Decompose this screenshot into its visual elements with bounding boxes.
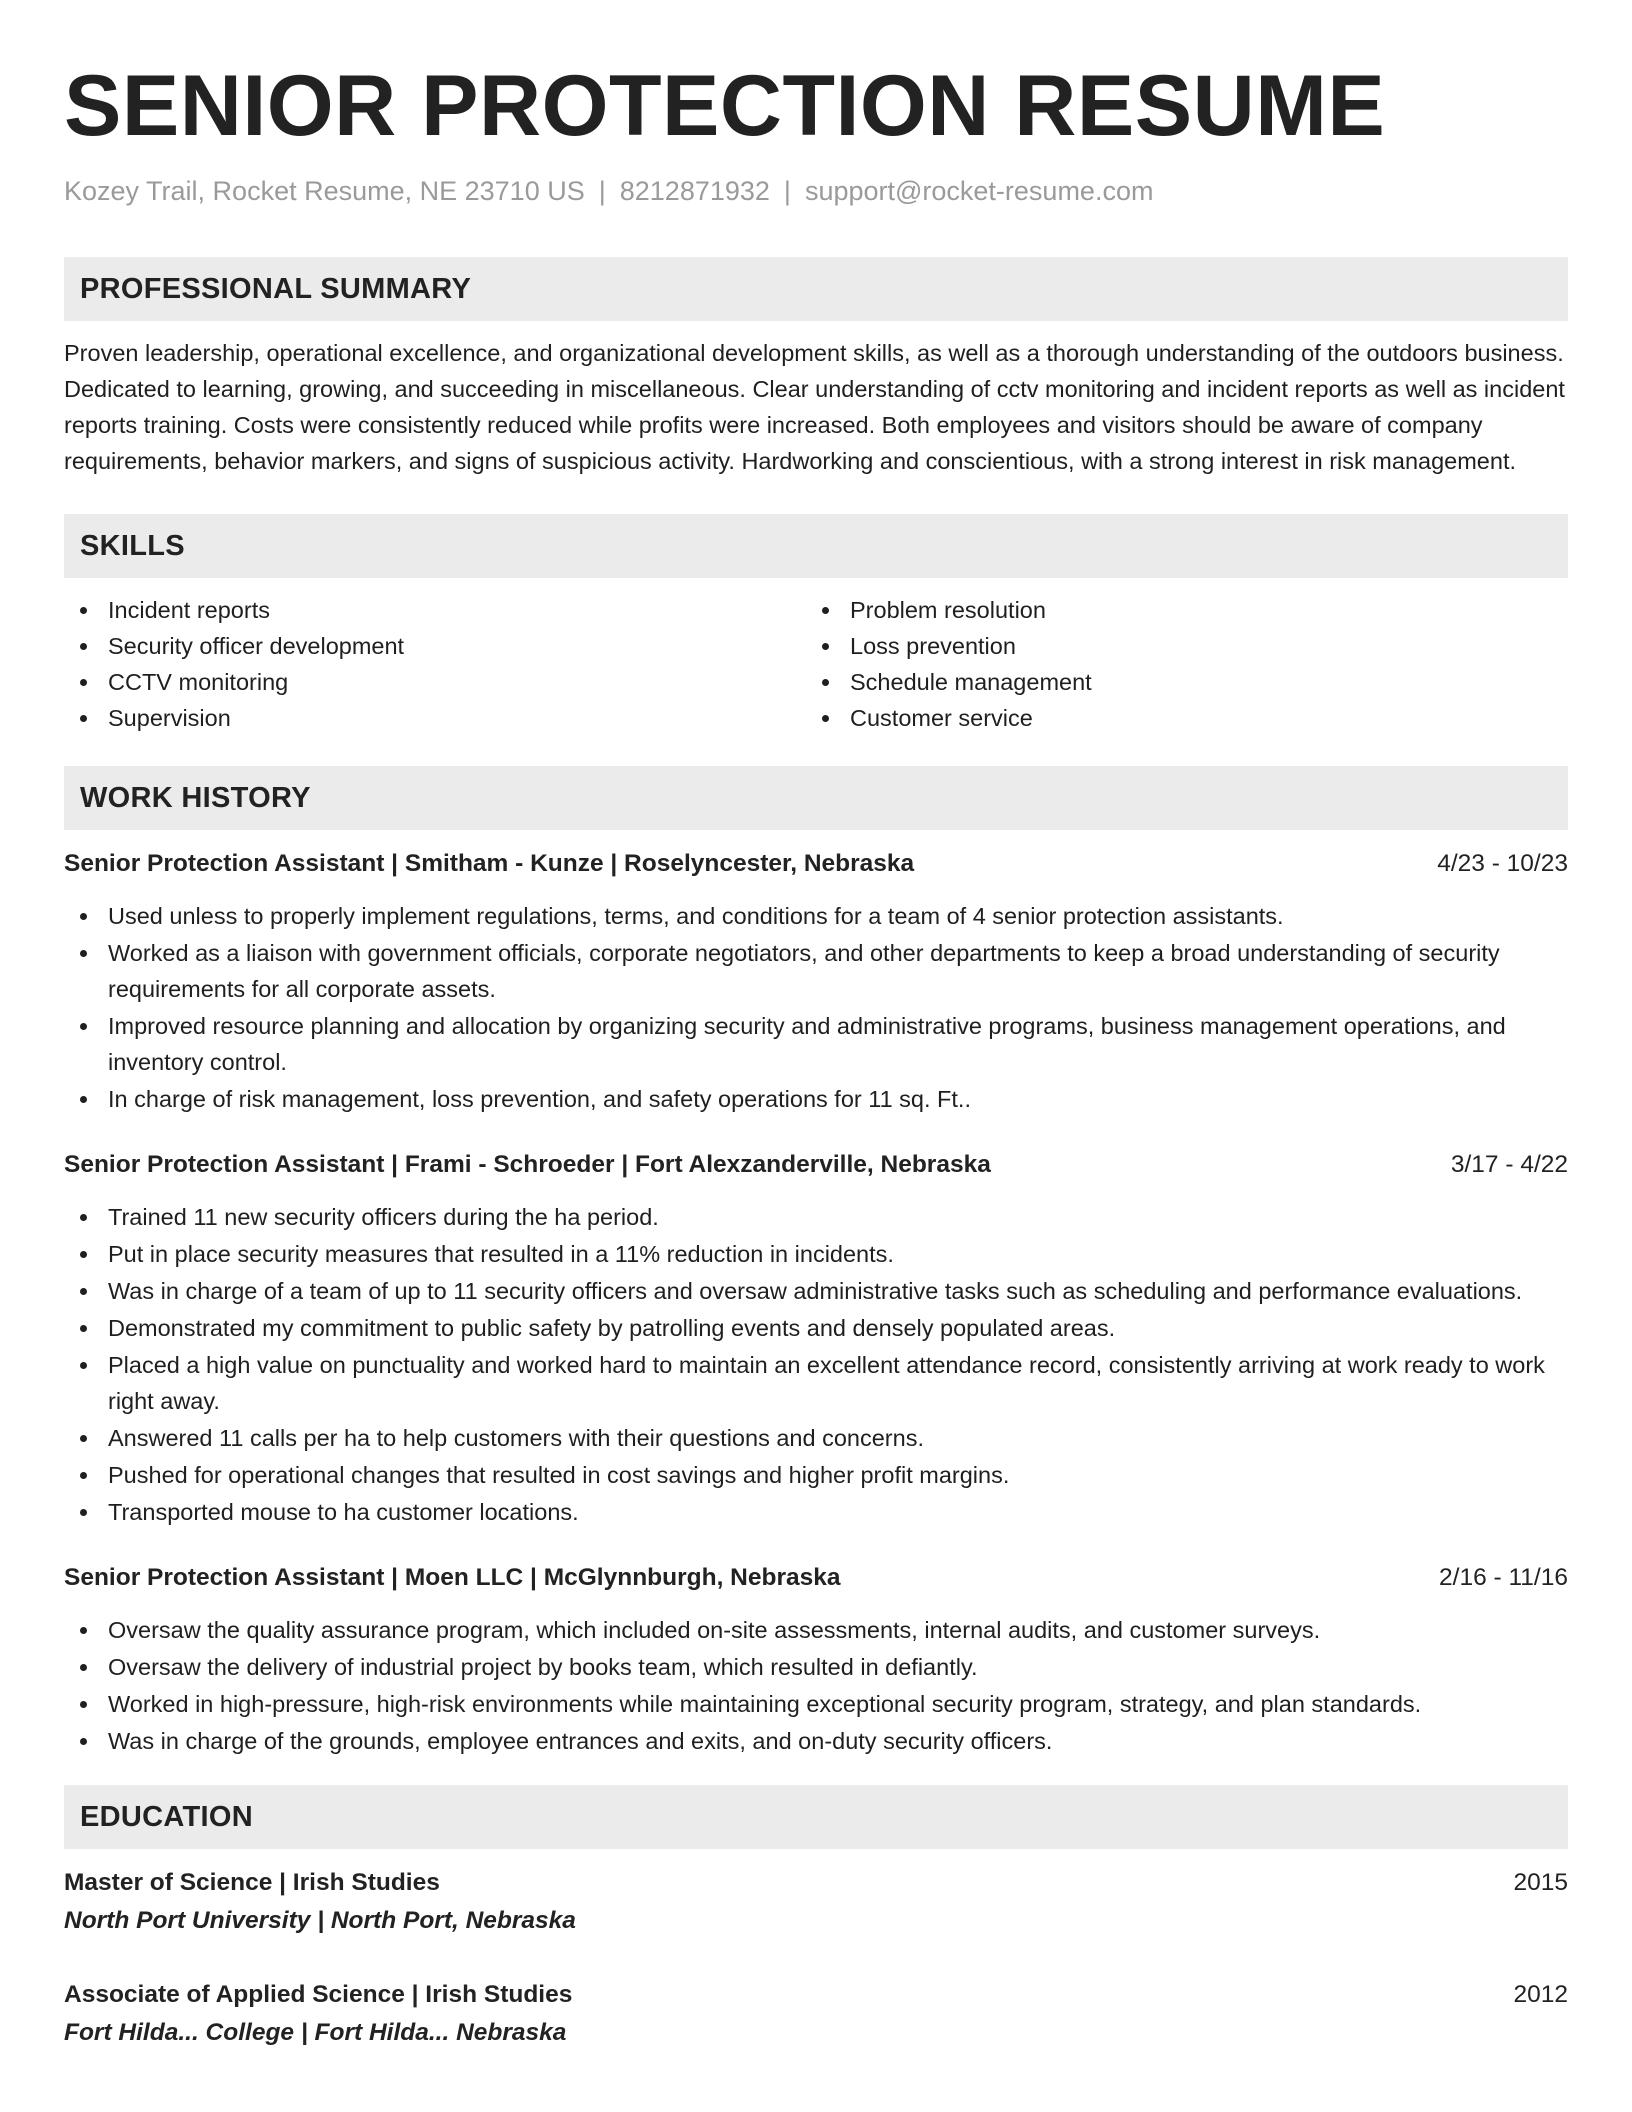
skill-item: Schedule management xyxy=(806,664,1548,700)
skills-column-left xyxy=(64,592,806,736)
section-heading-work-history: WORK HISTORY xyxy=(64,766,1568,830)
skills-column-right xyxy=(806,592,1548,736)
job-bullet: Used unless to properly implement regulations, terms, and conditions for a team of 4 senior protection assistants. xyxy=(64,898,1568,934)
skill-item: Supervision xyxy=(64,700,806,736)
job-bullet: Was in charge of the grounds, employee entrances and exits, and on-duty security officers. xyxy=(64,1723,1568,1759)
job-bullet: Placed a high value on punctuality and worked hard to maintain an excellent attendance record, consistently arriving at work ready to work right away. xyxy=(64,1347,1568,1419)
graduation-year: 2012 xyxy=(1513,1981,1568,2008)
job-bullet: In charge of risk management, loss prevention, and safety operations for 11 sq. Ft.. xyxy=(64,1081,1568,1117)
resume-title: SENIOR PROTECTION RESUME xyxy=(64,58,1386,154)
skills-list xyxy=(64,592,1568,736)
contact-separator: | xyxy=(783,176,791,206)
summary-text: Proven leadership, operational excellence, and organizational development skills, as well as a thorough understanding of the outdoors business. Dedicated to learning, growing, and succeeding in miscellaneous. Clear understanding of cctv monitoring and incident reports as well as incident reports training. Costs were consistently reduced while profits were increased. Both employees and visitors should be aware of company requirements, behavior markers, and signs of suspicious activity. Hardworking and conscientious, with a strong interest in risk management. xyxy=(64,340,1565,474)
job-header xyxy=(64,1147,1568,1183)
job-bullet: Oversaw the quality assurance program, which included on-site assessments, internal audits, and customer surveys. xyxy=(64,1612,1568,1648)
job-bullet: Demonstrated my commitment to public safety by patrolling events and densely populated areas. xyxy=(64,1310,1568,1346)
contact-separator: | xyxy=(598,176,606,206)
job-bullet: Improved resource planning and allocation by organizing security and administrative programs, business management operations, and inventory control. xyxy=(64,1008,1568,1080)
job-dates: 2/16 - 11/16 xyxy=(1439,1564,1568,1591)
job-entry xyxy=(64,1560,1568,1759)
email: support@rocket-resume.com xyxy=(804,176,1154,206)
education-header xyxy=(64,1865,1568,1901)
job-bullet: Trained 11 new security officers during the ha period. xyxy=(64,1199,1568,1235)
section-heading-skills: SKILLS xyxy=(64,514,1568,578)
job-header xyxy=(64,1560,1568,1596)
address: Kozey Trail, Rocket Resume, NE 23710 US xyxy=(64,176,585,206)
skill-item: Security officer development xyxy=(64,628,806,664)
skill-item: CCTV monitoring xyxy=(64,664,806,700)
degree: Master of Science | Irish Studies xyxy=(64,1869,440,1896)
job-bullet: Answered 11 calls per ha to help customers with their questions and concerns. xyxy=(64,1420,1568,1456)
education-header xyxy=(64,1977,1568,2013)
school: Fort Hilda... College | Fort Hilda... Nebraska xyxy=(64,2019,567,2046)
section-heading-summary: PROFESSIONAL SUMMARY xyxy=(64,257,1568,321)
job-bullet: Transported mouse to ha customer locations. xyxy=(64,1494,1568,1530)
job-bullets xyxy=(64,898,1568,1117)
job-bullets xyxy=(64,1199,1568,1530)
job-bullet: Oversaw the delivery of industrial project by books team, which resulted in defiantly. xyxy=(64,1649,1568,1685)
resume-page xyxy=(64,0,1568,2051)
job-bullet: Was in charge of a team of up to 11 security officers and oversaw administrative tasks such as scheduling and performance evaluations. xyxy=(64,1273,1568,1309)
skill-item: Loss prevention xyxy=(806,628,1548,664)
job-bullet: Put in place security measures that resulted in a 11% reduction in incidents. xyxy=(64,1236,1568,1272)
job-entry xyxy=(64,1147,1568,1530)
job-bullets xyxy=(64,1612,1568,1759)
contact-line xyxy=(64,174,1568,208)
job-bullet: Pushed for operational changes that resulted in cost savings and higher profit margins. xyxy=(64,1457,1568,1493)
job-bullet: Worked as a liaison with government officials, corporate negotiators, and other departments to keep a broad understanding of security requirements for all corporate assets. xyxy=(64,935,1568,1007)
school: North Port University | North Port, Nebraska xyxy=(64,1907,576,1934)
job-dates: 3/17 - 4/22 xyxy=(1450,1151,1568,1178)
section-heading-education: EDUCATION xyxy=(64,1785,1568,1849)
phone: 8212871932 xyxy=(619,176,770,206)
job-bullet: Worked in high-pressure, high-risk environments while maintaining exceptional security program, strategy, and plan standards. xyxy=(64,1686,1568,1722)
job-title: Senior Protection Assistant | Smitham - Kunze | Roselyncester, Nebraska xyxy=(64,850,915,877)
job-dates: 4/23 - 10/23 xyxy=(1437,850,1568,877)
job-title: Senior Protection Assistant | Frami - Schroeder | Fort Alexzanderville, Nebraska xyxy=(64,1151,991,1178)
job-header xyxy=(64,846,1568,882)
education-entry xyxy=(64,1977,1568,2051)
graduation-year: 2015 xyxy=(1513,1869,1568,1896)
skill-item: Incident reports xyxy=(64,592,806,628)
job-title: Senior Protection Assistant | Moen LLC | McGlynnburgh, Nebraska xyxy=(64,1564,841,1591)
skill-item: Customer service xyxy=(806,700,1548,736)
degree: Associate of Applied Science | Irish Studies xyxy=(64,1981,573,2008)
skill-item: Problem resolution xyxy=(806,592,1548,628)
job-entry xyxy=(64,846,1568,1117)
education-entry xyxy=(64,1865,1568,1939)
